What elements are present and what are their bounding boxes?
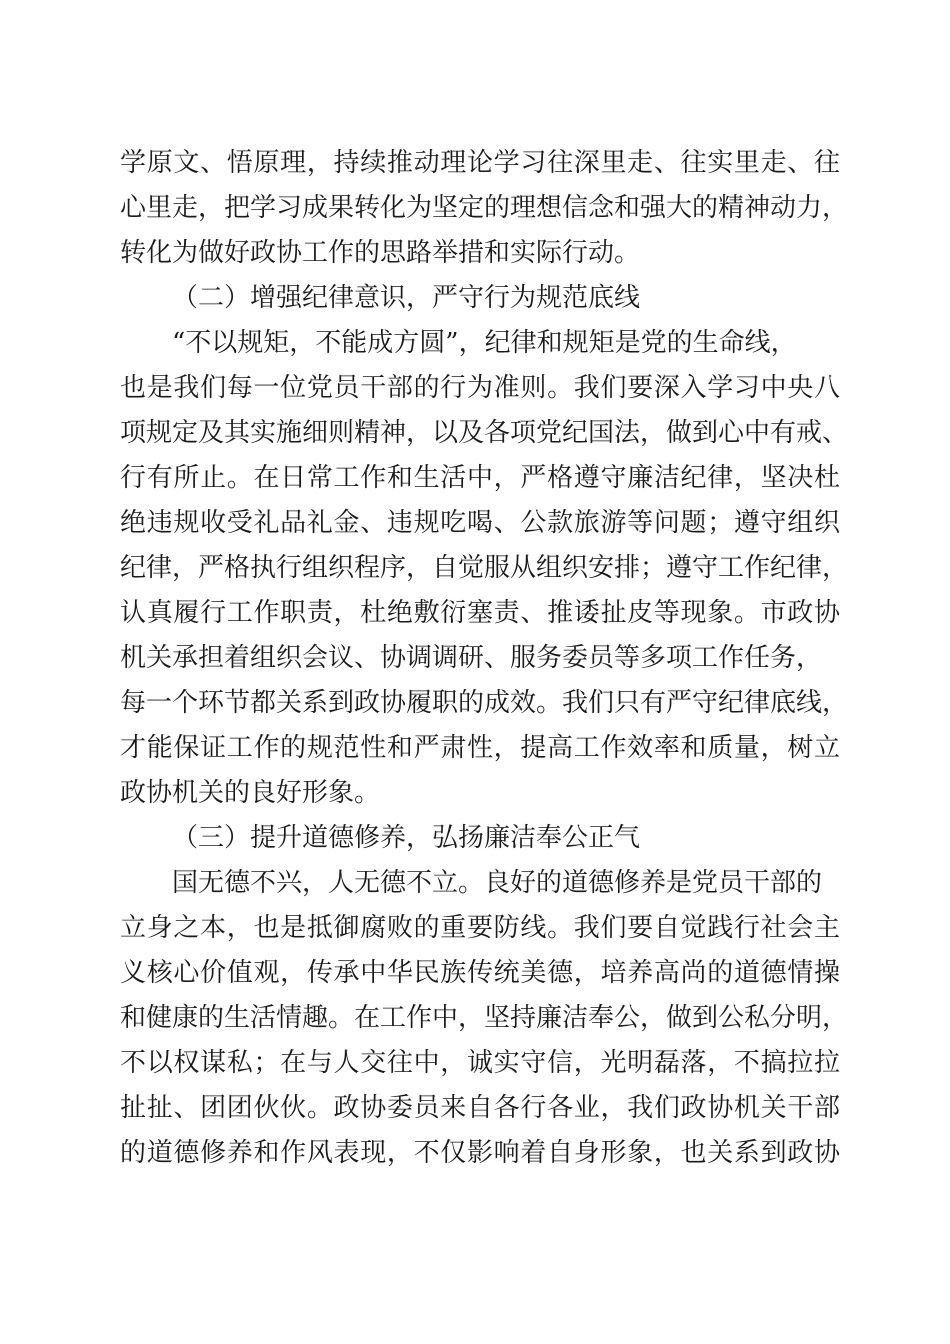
text-line: 学原文、悟原理，持续推动理论学习往深里走、往实里走、往 <box>120 148 840 178</box>
text-line: 纪律，严格执行组织程序，自觉服从组织安排；遵守工作纪律， <box>120 553 849 583</box>
section-heading-2: （二）增强纪律意识，严守行为规范底线 <box>172 283 641 313</box>
text-line: 不以权谋私；在与人交往中，诚实守信，光明磊落，不搞拉拉 <box>120 1048 840 1078</box>
text-line: “不以规矩，不能成方圆”，纪律和规矩是党的生命线， <box>172 328 797 358</box>
text-line: 机关承担着组织会议、协调调研、服务委员等多项工作任务， <box>120 643 823 673</box>
text-line: 政协机关的良好形象。 <box>120 778 381 808</box>
section-heading-3: （三）提升道德修养，弘扬廉洁奉公正气 <box>172 823 641 853</box>
text-line: 也是我们每一位党员干部的行为准则。我们要深入学习中央八 <box>120 373 840 403</box>
text-line: 的道德修养和作风表现，不仅影响着自身形象，也关系到政协 <box>120 1138 840 1168</box>
text-line: 才能保证工作的规范性和严肃性，提高工作效率和质量，树立 <box>120 733 840 763</box>
text-line: 项规定及其实施细则精神，以及各项党纪国法，做到心中有戒、 <box>120 418 849 448</box>
text-line: 转化为做好政协工作的思路举措和实际行动。 <box>120 238 641 268</box>
text-line: 心里走，把学习成果转化为坚定的理想信念和强大的精神动力， <box>120 193 849 223</box>
text-line: 立身之本，也是抵御腐败的重要防线。我们要自觉践行社会主 <box>120 913 840 943</box>
paragraph-section3 <box>120 861 849 1176</box>
paragraph-section1-tail <box>120 141 849 276</box>
text-line: 国无德不兴，人无德不立。良好的道德修养是党员干部的 <box>172 868 823 898</box>
text-line: 每一个环节都关系到政协履职的成效。我们只有严守纪律底线， <box>120 688 849 718</box>
document-body <box>120 141 849 1176</box>
text-line: 行有所止。在日常工作和生活中，严格遵守廉洁纪律，坚决杜 <box>120 463 840 493</box>
text-line: 和健康的生活情趣。在工作中，坚持廉洁奉公，做到公私分明， <box>120 1003 849 1033</box>
text-line: 认真履行工作职责，杜绝敷衍塞责、推诿扯皮等现象。市政协 <box>120 598 840 628</box>
text-line: 绝违规收受礼品礼金、违规吃喝、公款旅游等问题；遵守组织 <box>120 508 840 538</box>
text-line: 义核心价值观，传承中华民族传统美德，培养高尚的道德情操 <box>120 958 840 988</box>
text-line: 扯扯、团团伙伙。政协委员来自各行各业，我们政协机关干部 <box>120 1093 840 1123</box>
paragraph-section2 <box>120 321 849 816</box>
